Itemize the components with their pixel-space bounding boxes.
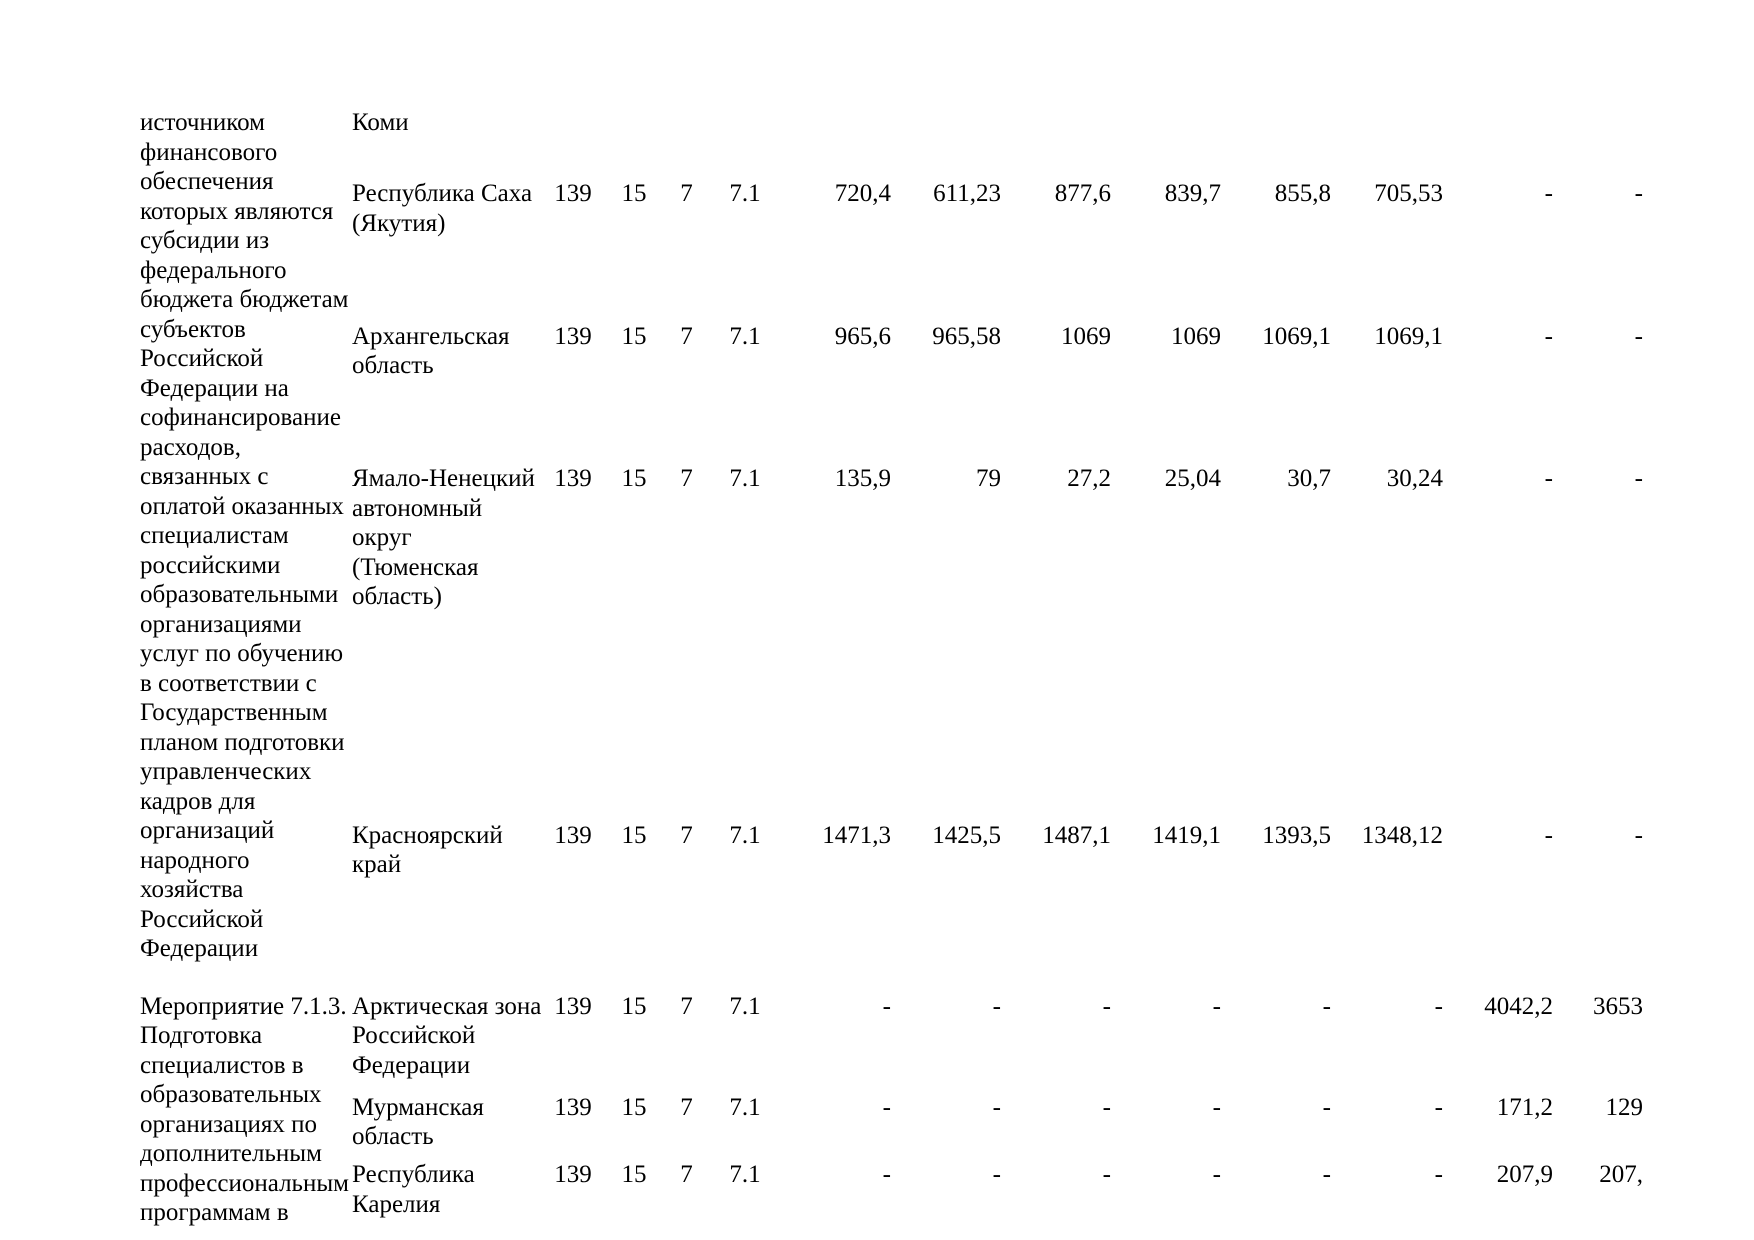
cell-code1: 139 xyxy=(554,180,592,208)
cell-val5: - xyxy=(1322,1093,1331,1121)
cell-code2: 15 xyxy=(621,1093,647,1121)
cell-val8: - xyxy=(1634,821,1643,849)
cell-val3: 1487,1 xyxy=(1042,821,1111,849)
cell-val6: 1069,1 xyxy=(1374,322,1443,350)
cell-val5 xyxy=(1221,108,1331,179)
row-region: Арктическая зона Российской Федерации xyxy=(352,992,542,1079)
cell-code3: 7 xyxy=(680,821,693,849)
cell-code4: 7.1 xyxy=(729,180,761,208)
cell-val4: 1419,1 xyxy=(1152,821,1221,849)
cell-val1: 1471,3 xyxy=(822,821,891,849)
cell-code2: 15 xyxy=(621,992,647,1020)
row-region: Республика Карелия xyxy=(352,1161,475,1218)
cell-val2 xyxy=(891,108,1001,179)
cell-code3: 7 xyxy=(680,992,693,1020)
cell-val7: 171,2 xyxy=(1496,1093,1553,1121)
cell-code1: 139 xyxy=(554,1161,592,1189)
row-region: Коми xyxy=(352,109,409,136)
cell-code3: 7 xyxy=(680,322,693,350)
cell-val4: - xyxy=(1212,1093,1221,1121)
cell-val2: - xyxy=(992,992,1001,1020)
table-row xyxy=(140,322,1643,465)
cell-code2: 15 xyxy=(621,821,647,849)
budget-table xyxy=(140,108,1643,1228)
cell-val2: 611,23 xyxy=(933,180,1001,208)
cell-val5: - xyxy=(1322,1161,1331,1189)
cell-val2: - xyxy=(992,1093,1001,1121)
cell-code2 xyxy=(604,108,664,179)
cell-val3: - xyxy=(1102,1093,1111,1121)
row-region: Мурманская область xyxy=(352,1093,484,1151)
cell-val8: - xyxy=(1634,180,1643,208)
cell-code4: 7.1 xyxy=(729,1161,761,1189)
cell-code1: 139 xyxy=(554,322,592,350)
cell-code4: 7.1 xyxy=(729,821,761,849)
cell-val1: - xyxy=(882,1093,891,1121)
table-row xyxy=(140,1093,1643,1160)
cell-val1: 135,9 xyxy=(834,465,891,493)
cell-code3 xyxy=(664,108,709,179)
cell-code4: 7.1 xyxy=(729,992,761,1020)
cell-val8: 3653 xyxy=(1593,992,1643,1020)
cell-val1: 720,4 xyxy=(834,180,891,208)
cell-val7: - xyxy=(1544,821,1553,849)
cell-code1: 139 xyxy=(554,1093,592,1121)
cell-val1: - xyxy=(882,992,891,1020)
cell-code2: 15 xyxy=(621,1161,647,1189)
cell-code2: 15 xyxy=(621,465,647,493)
table-row xyxy=(140,108,1643,179)
cell-val5: - xyxy=(1322,992,1331,1020)
cell-val7: - xyxy=(1544,180,1553,208)
cell-val2: 79 xyxy=(976,465,1001,493)
cell-val7 xyxy=(1443,108,1553,179)
cell-val6: - xyxy=(1434,992,1443,1020)
cell-val1: - xyxy=(882,1161,891,1189)
cell-val6: - xyxy=(1434,1093,1443,1121)
cell-val4: - xyxy=(1212,992,1221,1020)
cell-val7: - xyxy=(1544,322,1553,350)
cell-val3: 1069 xyxy=(1061,322,1111,350)
cell-val7: 4042,2 xyxy=(1484,992,1553,1020)
cell-code1 xyxy=(542,108,604,179)
cell-val3: - xyxy=(1102,1161,1111,1189)
row-region: Архангельская область xyxy=(352,322,510,380)
cell-val1: 965,6 xyxy=(834,322,891,350)
cell-code4: 7.1 xyxy=(729,1093,761,1121)
cell-val8: 207, xyxy=(1599,1161,1643,1189)
cell-code4 xyxy=(709,108,781,179)
table-row xyxy=(140,992,1643,1093)
cell-val2: - xyxy=(992,1161,1001,1189)
cell-code1: 139 xyxy=(554,465,592,493)
table-row xyxy=(140,821,1643,964)
cell-code1: 139 xyxy=(554,821,592,849)
cell-val5: 30,7 xyxy=(1287,465,1331,493)
cell-val2: 965,58 xyxy=(932,322,1001,350)
cell-code4: 7.1 xyxy=(729,322,761,350)
cell-val6: 705,53 xyxy=(1374,180,1443,208)
cell-val4: - xyxy=(1212,1161,1221,1189)
cell-val5: 1069,1 xyxy=(1262,322,1331,350)
cell-val6: 1348,12 xyxy=(1361,821,1443,849)
cell-val7: 207,9 xyxy=(1496,1161,1553,1189)
cell-val8: 129 xyxy=(1605,1093,1643,1121)
cell-val1 xyxy=(781,108,891,179)
cell-code1: 139 xyxy=(554,992,592,1020)
row-region: Ямало-Ненецкий автономный округ (Тюменская область) xyxy=(352,465,535,611)
cell-val4: 1069 xyxy=(1171,322,1221,350)
table-row xyxy=(140,1160,1643,1227)
cell-code3: 7 xyxy=(680,1093,693,1121)
cell-code3: 7 xyxy=(680,180,693,208)
cell-code2: 15 xyxy=(621,322,647,350)
cell-code3: 7 xyxy=(680,1161,693,1189)
cell-val4 xyxy=(1111,108,1221,179)
row-region: Республика Саха (Якутия) xyxy=(352,180,533,237)
cell-val3: 27,2 xyxy=(1067,465,1111,493)
cell-val3: 877,6 xyxy=(1054,180,1111,208)
cell-val6: 30,24 xyxy=(1386,465,1443,493)
cell-val8: - xyxy=(1634,465,1643,493)
cell-val5: 855,8 xyxy=(1274,180,1331,208)
cell-val5: 1393,5 xyxy=(1262,821,1331,849)
cell-val4: 25,04 xyxy=(1164,465,1221,493)
table-row xyxy=(140,464,1643,820)
row-description: Мероприятие 7.1.3. Подготовка специалистов в образовательных организациях по дополнительным профессиональным программам в xyxy=(140,992,349,1226)
row-description: источником финансового обеспечения которых являются субсидии из федерального бюджета бюджетам субъектов Российской Федерации на софинансирование расходов, связанных с оплатой оказанных специалистам российскими образовательными организациями услуг по обучению в соответствии с Государственным планом подготовки управленческих кадров для организаций народного хозяйства Российской Федерации xyxy=(140,109,349,962)
cell-val7: - xyxy=(1544,465,1553,493)
cell-val6 xyxy=(1331,108,1443,179)
table-row xyxy=(140,179,1643,322)
cell-val3: - xyxy=(1102,992,1111,1020)
cell-val8 xyxy=(1553,108,1643,179)
cell-code3: 7 xyxy=(680,465,693,493)
cell-val4: 839,7 xyxy=(1164,180,1221,208)
cell-code2: 15 xyxy=(621,180,647,208)
cell-val3 xyxy=(1001,108,1111,179)
cell-val6: - xyxy=(1434,1161,1443,1189)
cell-code4: 7.1 xyxy=(729,465,761,493)
section-spacer xyxy=(140,964,1643,992)
cell-val8: - xyxy=(1634,322,1643,350)
row-region: Красноярский край xyxy=(352,821,503,879)
cell-val2: 1425,5 xyxy=(932,821,1001,849)
